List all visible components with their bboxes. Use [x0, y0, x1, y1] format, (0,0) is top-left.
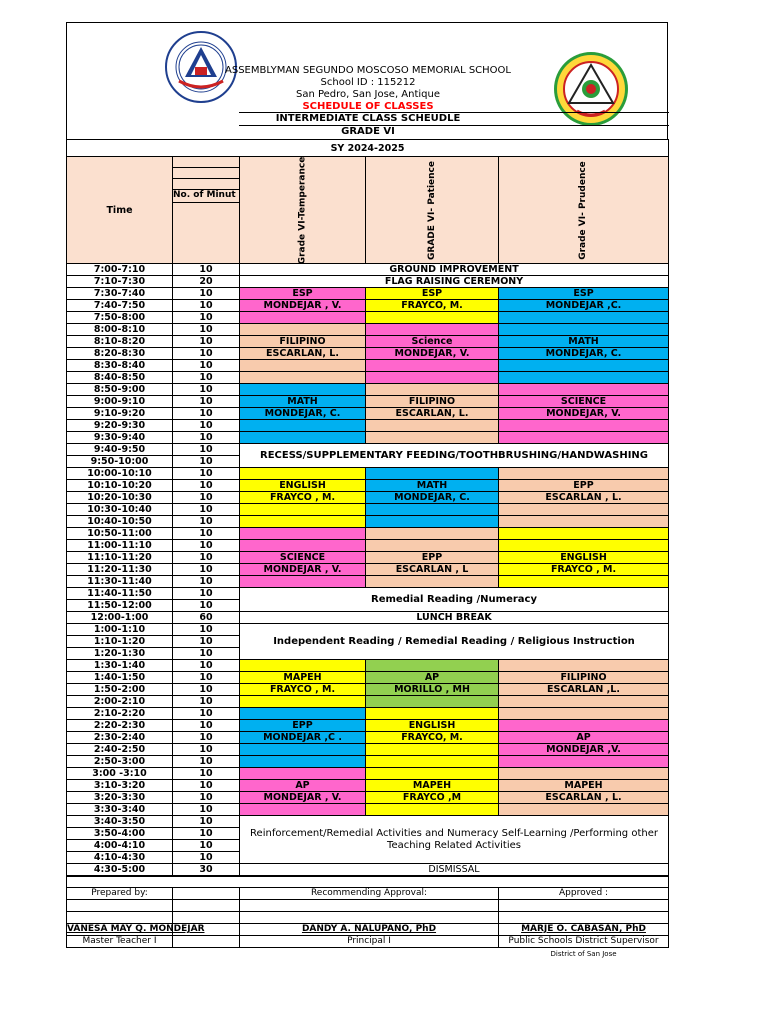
subject-cell — [499, 504, 669, 516]
schedule-row — [67, 348, 669, 360]
minutes-cell: 10 — [173, 600, 240, 612]
minutes-cell: 10 — [173, 348, 240, 360]
subject-cell: ESCARLAN ,L. — [499, 684, 669, 696]
prepared-name: VANESA MAY Q. MONDEJAR — [67, 924, 205, 934]
minutes-cell: 10 — [173, 336, 240, 348]
minutes-cell: 10 — [173, 396, 240, 408]
time-cell: 3:40-3:50 — [67, 816, 173, 828]
time-cell: 9:10-9:20 — [67, 408, 173, 420]
subject-cell: ENGLISH — [499, 552, 669, 564]
schedule-row — [67, 288, 669, 300]
schedule-type: INTERMEDIATE CLASS SCHEUDLE — [275, 113, 461, 124]
subject-cell — [240, 360, 366, 372]
minutes-cell: 10 — [173, 528, 240, 540]
minutes-cell: 10 — [173, 780, 240, 792]
schedule-title: SCHEDULE OF CLASSES — [302, 101, 434, 112]
minutes-cell: 10 — [173, 360, 240, 372]
minutes-cell: 10 — [173, 828, 240, 840]
subject-cell: ESCARLAN, L. — [366, 408, 499, 420]
approved-subtitle: District of San Jose — [550, 949, 617, 958]
activity-span-cell: Remedial Reading /Numeracy — [240, 588, 669, 612]
subject-cell: AP — [240, 780, 366, 792]
subject-cell: ENGLISH — [240, 480, 366, 492]
subject-cell: MONDEJAR , V. — [240, 792, 366, 804]
time-cell: 1:30-1:40 — [67, 660, 173, 672]
time-cell: 10:40-10:50 — [67, 516, 173, 528]
schedule-row — [67, 696, 669, 708]
section-temperance-header — [240, 157, 366, 264]
schedule-row — [67, 744, 669, 756]
minutes-cell: 10 — [173, 816, 240, 828]
subject-cell: MONDEJAR ,C . — [240, 732, 366, 744]
minutes-cell: 10 — [173, 768, 240, 780]
subject-cell — [366, 468, 499, 480]
time-cell: 2:30-2:40 — [67, 732, 173, 744]
subject-cell — [366, 696, 499, 708]
time-cell: 1:20-1:30 — [67, 648, 173, 660]
minutes-cell: 10 — [173, 432, 240, 444]
schedule-table — [66, 139, 669, 876]
subject-cell — [366, 744, 499, 756]
subject-cell — [366, 384, 499, 396]
minutes-cell: 10 — [173, 648, 240, 660]
minutes-cell: 10 — [173, 756, 240, 768]
minutes-cell: 10 — [173, 708, 240, 720]
subject-cell — [499, 708, 669, 720]
subject-cell — [366, 756, 499, 768]
time-cell: 3:20-3:30 — [67, 792, 173, 804]
subject-cell: EPP — [240, 720, 366, 732]
subject-cell — [240, 468, 366, 480]
minutes-cell: 10 — [173, 588, 240, 600]
section-patience-label: GRADE VI- Patience — [426, 161, 437, 260]
subject-cell — [366, 432, 499, 444]
minutes-cell: 10 — [173, 324, 240, 336]
subject-cell — [366, 660, 499, 672]
time-cell: 1:00-1:10 — [67, 624, 173, 636]
subject-cell — [240, 768, 366, 780]
time-cell: 2:50-3:00 — [67, 756, 173, 768]
subject-cell — [499, 804, 669, 816]
subject-cell: MONDEJAR, V. — [366, 348, 499, 360]
subject-cell — [240, 744, 366, 756]
subject-cell — [499, 360, 669, 372]
subject-cell: FILIPINO — [366, 396, 499, 408]
grade-level: GRADE VI — [341, 126, 395, 137]
recommending-title: Principal I — [240, 936, 499, 948]
school-name: ASSEMBLYMAN SEGUNDO MOSCOSO MEMORIAL SCHOOL — [225, 65, 511, 76]
subject-cell: MONDEJAR ,V. — [499, 744, 669, 756]
subject-cell: EPP — [366, 552, 499, 564]
activity-span-cell: GROUND IMPROVEMENT — [240, 264, 669, 276]
subject-cell: ESP — [499, 288, 669, 300]
subject-cell — [240, 432, 366, 444]
minutes-label: No. of Minut — [173, 190, 239, 203]
subject-cell: MONDEJAR, C. — [366, 492, 499, 504]
schedule-row — [67, 684, 669, 696]
subject-cell: SCIENCE — [499, 396, 669, 408]
subject-cell — [240, 660, 366, 672]
time-cell: 8:20-8:30 — [67, 348, 173, 360]
subject-cell: ENGLISH — [366, 720, 499, 732]
subject-cell: ESCARLAN , L. — [499, 492, 669, 504]
schedule-row — [67, 360, 669, 372]
schedule-row — [67, 264, 669, 276]
subject-cell — [240, 312, 366, 324]
activity-span-cell: Reinforcement/Remedial Activities and Numeracy Self-Learning /Performing other Teaching Related Activities — [240, 816, 669, 864]
time-cell: 3:50-4:00 — [67, 828, 173, 840]
minutes-cell: 10 — [173, 804, 240, 816]
time-cell: 8:50-9:00 — [67, 384, 173, 396]
subject-cell — [366, 312, 499, 324]
schedule-row — [67, 660, 669, 672]
schedule-row — [67, 432, 669, 444]
time-cell: 2:10-2:20 — [67, 708, 173, 720]
schedule-row — [67, 504, 669, 516]
subject-cell: EPP — [499, 480, 669, 492]
schedule-row — [67, 540, 669, 552]
schedule-row — [67, 528, 669, 540]
subject-cell — [366, 516, 499, 528]
schedule-row — [67, 612, 669, 624]
time-cell: 9:30-9:40 — [67, 432, 173, 444]
subject-cell — [366, 504, 499, 516]
time-cell: 8:30-8:40 — [67, 360, 173, 372]
subject-cell — [240, 516, 366, 528]
minutes-cell: 10 — [173, 564, 240, 576]
time-cell: 8:10-8:20 — [67, 336, 173, 348]
subject-cell — [240, 372, 366, 384]
subject-cell: ESP — [366, 288, 499, 300]
schedule-row — [67, 408, 669, 420]
subject-cell — [499, 696, 669, 708]
subject-cell — [366, 576, 499, 588]
schedule-row — [67, 480, 669, 492]
class-schedule-sheet — [66, 22, 668, 959]
time-cell: 2:00-2:10 — [67, 696, 173, 708]
minutes-cell: 10 — [173, 852, 240, 864]
time-cell: 3:00 -3:10 — [67, 768, 173, 780]
time-cell: 1:40-1:50 — [67, 672, 173, 684]
subject-cell: FRAYCO , M. — [499, 564, 669, 576]
time-cell: 11:40-11:50 — [67, 588, 173, 600]
subject-cell: MATH — [366, 480, 499, 492]
time-cell: 10:00-10:10 — [67, 468, 173, 480]
subject-cell: ESP — [240, 288, 366, 300]
subject-cell: FILIPINO — [499, 672, 669, 684]
time-column-header: Time — [67, 157, 173, 264]
section-temperance-label: Grade VI-Temperance — [296, 156, 307, 265]
time-cell: 7:10-7:30 — [67, 276, 173, 288]
subject-cell: MONDEJAR , V. — [240, 300, 366, 312]
recommending-approval-label: Recommending Approval: — [240, 888, 499, 900]
subject-cell — [240, 804, 366, 816]
schedule-row — [67, 420, 669, 432]
subject-cell: MATH — [240, 396, 366, 408]
time-cell: 7:30-7:40 — [67, 288, 173, 300]
subject-cell — [366, 768, 499, 780]
subject-cell: AP — [366, 672, 499, 684]
schedule-row — [67, 864, 669, 876]
subject-cell: MORILLO , MH — [366, 684, 499, 696]
time-cell: 7:40-7:50 — [67, 300, 173, 312]
subject-cell: MAPEH — [366, 780, 499, 792]
subject-cell — [499, 468, 669, 480]
section-prudence-header — [499, 157, 669, 264]
minutes-cell: 10 — [173, 504, 240, 516]
subject-cell — [499, 516, 669, 528]
schedule-row — [67, 672, 669, 684]
subject-cell — [240, 708, 366, 720]
subject-cell — [499, 312, 669, 324]
schedule-row — [67, 624, 669, 636]
time-cell: 10:30-10:40 — [67, 504, 173, 516]
schedule-row — [67, 756, 669, 768]
time-cell: 2:20-2:30 — [67, 720, 173, 732]
minutes-cell: 60 — [173, 612, 240, 624]
time-cell: 9:00-9:10 — [67, 396, 173, 408]
minutes-cell: 10 — [173, 672, 240, 684]
subject-cell — [240, 528, 366, 540]
prepared-by-label: Prepared by: — [67, 888, 173, 900]
minutes-cell: 10 — [173, 684, 240, 696]
schedule-row — [67, 564, 669, 576]
schedule-row — [67, 324, 669, 336]
minutes-cell: 10 — [173, 372, 240, 384]
minutes-cell: 10 — [173, 840, 240, 852]
subject-cell — [499, 660, 669, 672]
schedule-row — [67, 816, 669, 828]
time-cell: 1:50-2:00 — [67, 684, 173, 696]
schedule-row — [67, 576, 669, 588]
subject-cell: MATH — [499, 336, 669, 348]
schedule-row — [67, 720, 669, 732]
time-cell: 11:10-11:20 — [67, 552, 173, 564]
subject-cell — [499, 576, 669, 588]
approved-title: Public Schools District Supervisor — [499, 936, 669, 948]
minutes-cell: 10 — [173, 792, 240, 804]
subject-cell: MONDEJAR ,C. — [499, 300, 669, 312]
schedule-row — [67, 732, 669, 744]
subject-cell: FRAYCO ,M — [366, 792, 499, 804]
time-cell: 11:30-11:40 — [67, 576, 173, 588]
subject-cell — [240, 696, 366, 708]
subject-cell — [366, 804, 499, 816]
minutes-cell: 10 — [173, 468, 240, 480]
school-address: San Pedro, San Jose, Antique — [295, 89, 441, 100]
time-cell: 4:00-4:10 — [67, 840, 173, 852]
prepared-title: Master Teacher I — [67, 936, 173, 948]
subject-cell — [499, 372, 669, 384]
subject-cell — [499, 384, 669, 396]
subject-cell — [240, 756, 366, 768]
time-cell: 2:40-2:50 — [67, 744, 173, 756]
subject-cell — [240, 504, 366, 516]
subject-cell: MAPEH — [240, 672, 366, 684]
subject-cell: ESCARLAN , L — [366, 564, 499, 576]
minutes-cell: 20 — [173, 276, 240, 288]
subject-cell — [240, 576, 366, 588]
section-prudence-label: Grade VI- Prudence — [578, 161, 589, 260]
subject-cell — [366, 540, 499, 552]
activity-span-cell: Independent Reading / Remedial Reading / Religious Instruction — [240, 624, 669, 660]
minutes-cell: 10 — [173, 264, 240, 276]
subject-cell — [499, 324, 669, 336]
approved-name: MARJE O. CABASAN, PhD — [499, 924, 669, 936]
subject-cell: FRAYCO, M. — [366, 732, 499, 744]
minutes-cell: 10 — [173, 384, 240, 396]
subject-cell: FRAYCO, M. — [366, 300, 499, 312]
minutes-cell: 10 — [173, 480, 240, 492]
schedule-row — [67, 300, 669, 312]
schedule-row — [67, 468, 669, 480]
subject-cell: FILIPINO — [240, 336, 366, 348]
subject-cell: ESCARLAN , L. — [499, 792, 669, 804]
subject-cell — [499, 528, 669, 540]
time-cell: 10:50-11:00 — [67, 528, 173, 540]
subject-cell — [366, 372, 499, 384]
schedule-row — [67, 588, 669, 600]
time-cell: 11:00-11:10 — [67, 540, 173, 552]
schedule-row — [67, 792, 669, 804]
time-cell: 8:40-8:50 — [67, 372, 173, 384]
subject-cell — [240, 420, 366, 432]
recommending-name: DANDY A. NALUPANO, PhD — [240, 924, 499, 936]
time-cell: 7:00-7:10 — [67, 264, 173, 276]
minutes-cell: 10 — [173, 408, 240, 420]
minutes-cell: 10 — [173, 720, 240, 732]
time-cell: 12:00-1:00 — [67, 612, 173, 624]
subject-cell: SCIENCE — [240, 552, 366, 564]
subject-cell — [366, 420, 499, 432]
schedule-row — [67, 768, 669, 780]
schedule-row — [67, 708, 669, 720]
time-cell: 1:10-1:20 — [67, 636, 173, 648]
subject-cell: MONDEJAR, C. — [240, 408, 366, 420]
activity-span-cell: RECESS/SUPPLEMENTARY FEEDING/TOOTHBRUSHING/HANDWASHING — [240, 444, 669, 468]
time-cell: 9:40-9:50 — [67, 444, 173, 456]
activity-span-cell: DISMISSAL — [240, 864, 669, 876]
minutes-cell: 10 — [173, 516, 240, 528]
subject-cell — [240, 540, 366, 552]
subject-cell: ESCARLAN, L. — [240, 348, 366, 360]
minutes-cell: 10 — [173, 420, 240, 432]
subject-cell — [499, 540, 669, 552]
minutes-cell: 10 — [173, 636, 240, 648]
time-cell: 4:10-4:30 — [67, 852, 173, 864]
subject-cell — [499, 720, 669, 732]
signature-table — [66, 876, 669, 959]
time-cell: 3:30-3:40 — [67, 804, 173, 816]
schedule-row — [67, 312, 669, 324]
time-cell: 7:50-8:00 — [67, 312, 173, 324]
subject-cell: AP — [499, 732, 669, 744]
activity-span-cell: LUNCH BREAK — [240, 612, 669, 624]
subject-cell — [499, 420, 669, 432]
schedule-row — [67, 444, 669, 456]
time-cell: 10:20-10:30 — [67, 492, 173, 504]
minutes-column-header — [173, 157, 240, 264]
subject-cell — [366, 528, 499, 540]
subject-cell: Science — [366, 336, 499, 348]
subject-cell: MONDEJAR, V. — [499, 408, 669, 420]
schedule-header — [66, 22, 668, 139]
minutes-cell: 10 — [173, 576, 240, 588]
schedule-row — [67, 396, 669, 408]
activity-span-cell: FLAG RAISING CEREMONY — [240, 276, 669, 288]
minutes-cell: 10 — [173, 744, 240, 756]
subject-cell — [366, 324, 499, 336]
schedule-row — [67, 372, 669, 384]
subject-cell — [366, 708, 499, 720]
minutes-cell: 10 — [173, 492, 240, 504]
subject-cell: FRAYCO , M. — [240, 492, 366, 504]
subject-cell — [499, 768, 669, 780]
minutes-cell: 10 — [173, 288, 240, 300]
schedule-row — [67, 780, 669, 792]
subject-cell — [240, 384, 366, 396]
subject-cell: MONDEJAR, C. — [499, 348, 669, 360]
approved-label: Approved : — [499, 888, 669, 900]
subject-cell: MAPEH — [499, 780, 669, 792]
subject-cell — [499, 432, 669, 444]
subject-cell — [240, 324, 366, 336]
school-year: SY 2024-2025 — [67, 140, 669, 157]
time-cell: 10:10-10:20 — [67, 480, 173, 492]
minutes-cell: 10 — [173, 540, 240, 552]
time-cell: 4:30-5:00 — [67, 864, 173, 876]
subject-cell — [366, 360, 499, 372]
minutes-cell: 10 — [173, 456, 240, 468]
time-cell: 9:20-9:30 — [67, 420, 173, 432]
schedule-row — [67, 804, 669, 816]
time-cell: 11:50-12:00 — [67, 600, 173, 612]
minutes-cell: 10 — [173, 300, 240, 312]
time-cell: 11:20-11:30 — [67, 564, 173, 576]
time-cell: 3:10-3:20 — [67, 780, 173, 792]
schedule-row — [67, 384, 669, 396]
minutes-cell: 10 — [173, 660, 240, 672]
section-patience-header — [366, 157, 499, 264]
time-cell: 8:00-8:10 — [67, 324, 173, 336]
minutes-cell: 30 — [173, 864, 240, 876]
minutes-cell: 10 — [173, 312, 240, 324]
subject-cell: MONDEJAR , V. — [240, 564, 366, 576]
minutes-cell: 10 — [173, 624, 240, 636]
minutes-cell: 10 — [173, 696, 240, 708]
schedule-row — [67, 336, 669, 348]
minutes-cell: 10 — [173, 444, 240, 456]
schedule-row — [67, 516, 669, 528]
schedule-row — [67, 276, 669, 288]
schedule-row — [67, 552, 669, 564]
subject-cell: FRAYCO , M. — [240, 684, 366, 696]
schedule-row — [67, 492, 669, 504]
minutes-cell: 10 — [173, 552, 240, 564]
time-cell: 9:50-10:00 — [67, 456, 173, 468]
school-id: School ID : 115212 — [320, 77, 416, 88]
minutes-cell: 10 — [173, 732, 240, 744]
subject-cell — [499, 756, 669, 768]
